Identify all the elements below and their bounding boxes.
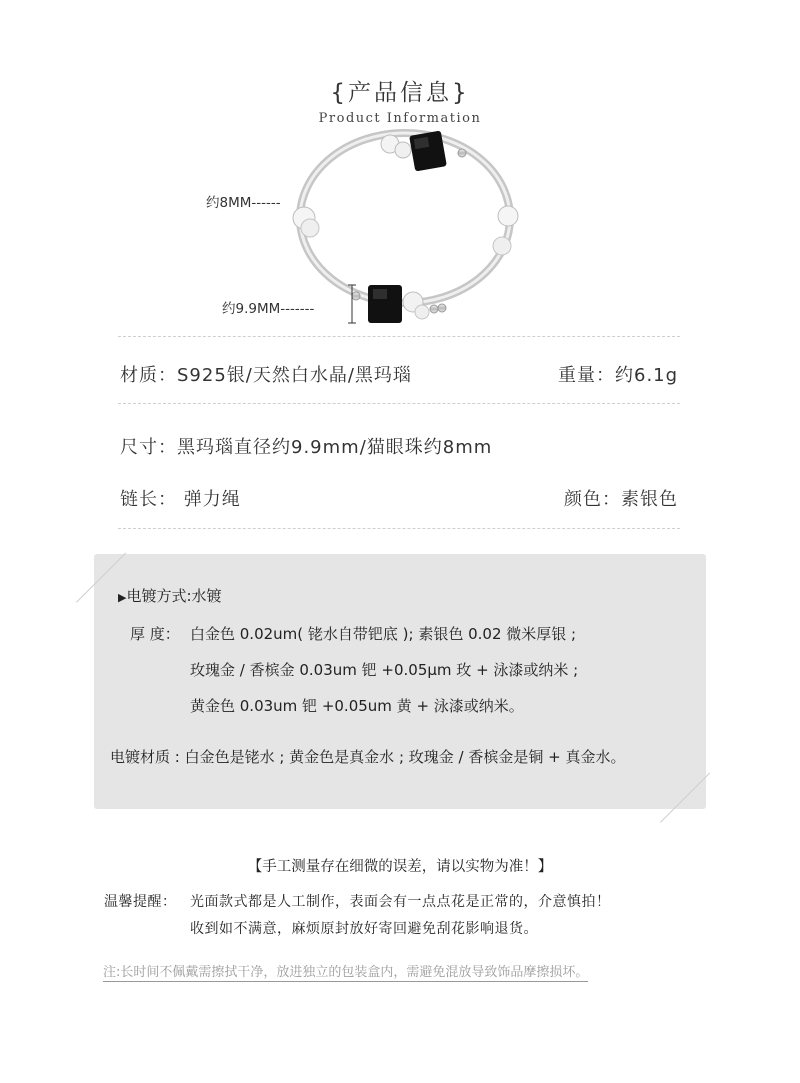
thickness-line-2: 玫瑰金 / 香槟金 0.03um 钯 +0.05μm 玫 + 泳漆或纳米 ; bbox=[190, 661, 579, 679]
cat-eye-size-label: 约8MM------ bbox=[206, 195, 281, 211]
material-spec: 材质：S925银/天然白水晶/黑玛瑙 bbox=[120, 365, 412, 386]
plating-material: 电镀材质 : 白金色是铑水 ; 黄金色是真金水 ; 玫瑰金 / 香槟金是铜 + 真金水。 bbox=[110, 748, 626, 766]
color-spec: 颜色：素银色 bbox=[564, 489, 678, 510]
page-subtitle: Product Information bbox=[318, 111, 482, 126]
divider bbox=[118, 528, 680, 529]
care-note bbox=[103, 961, 588, 982]
warm-reminder-line-1: 光面款式都是人工制作，表面会有一点点花是正常的，介意慎拍！ bbox=[190, 894, 611, 910]
warm-reminder-label: 温馨提醒： bbox=[104, 894, 177, 910]
thickness-line-3: 黄金色 0.03um 钯 +0.05um 黄 + 泳漆或纳米。 bbox=[190, 697, 524, 715]
onyx-size-label: 约9.9MM------- bbox=[222, 301, 315, 317]
triangle-icon: ▶ bbox=[118, 591, 127, 604]
warm-reminder-line-2: 收到如不满意，麻烦原封放好寄回避免刮花影响退货。 bbox=[190, 921, 538, 937]
chain-spec: 链长： 弹力绳 bbox=[120, 489, 241, 510]
thickness-line-1: 白金色 0.02um( 铑水自带钯底 ); 素银色 0.02 微米厚银 ; bbox=[190, 625, 577, 643]
panel-corner-line bbox=[660, 773, 710, 823]
plating-heading: ▶电镀方式:水镀 bbox=[118, 587, 222, 605]
divider bbox=[118, 336, 680, 337]
size-spec: 尺寸：黑玛瑙直径约9.9mm/猫眼珠约8mm bbox=[120, 437, 493, 458]
weight-spec: 重量：约6.1g bbox=[558, 365, 679, 386]
thickness-label: 厚 度： bbox=[130, 625, 180, 643]
note-prefix: 注: bbox=[103, 965, 121, 980]
note-text: 长时间不佩戴需擦拭干净，放进独立的包装盒内，需避免混放导致饰品摩擦损坏。 bbox=[120, 965, 589, 980]
measurement-notice: 【手工测量存在细微的误差，请以实物为准！】 bbox=[247, 859, 553, 875]
divider bbox=[118, 403, 680, 404]
page-title: {产品信息} bbox=[330, 80, 470, 106]
